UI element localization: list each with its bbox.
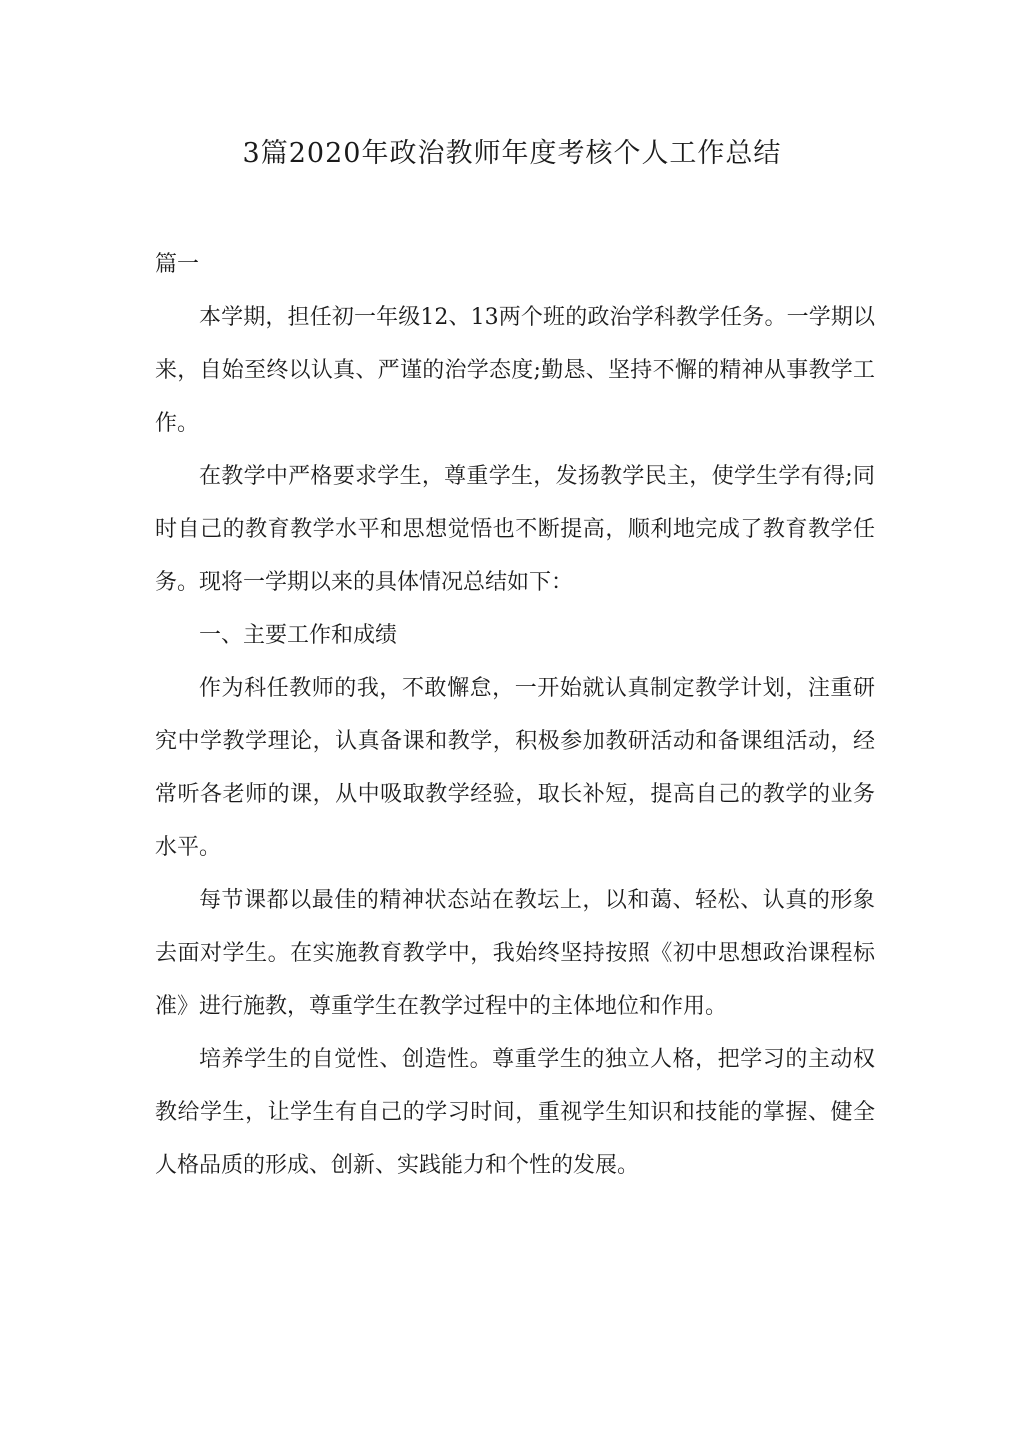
paragraph-1: 本学期，担任初一年级12、13两个班的政治学科教学任务。一学期以来，自始至终以认真、严谨的治学态度;勤恳、坚持不懈的精神从事教学工作。 xyxy=(155,305,875,436)
section-label: 篇一 xyxy=(155,252,200,277)
section-heading-main-work: 一、主要工作和成绩 xyxy=(199,623,398,648)
paragraph-4: 每节课都以最佳的精神状态站在教坛上，以和蔼、轻松、认真的形象去面对学生。在实施教育教学中，我始终坚持按照《初中思想政治课程标准》进行施教，尊重学生在教学过程中的主体地位和作用。 xyxy=(155,888,875,1019)
paragraph-2: 在教学中严格要求学生，尊重学生，发扬教学民主，使学生学有得;同时自己的教育教学水平和思想觉悟也不断提高，顺利地完成了教育教学任务。现将一学期以来的具体情况总结如下： xyxy=(155,464,875,595)
paragraph-3: 作为科任教师的我，不敢懈怠，一开始就认真制定教学计划，注重研究中学教学理论，认真备课和教学，积极参加教研活动和备课组活动，经常听各老师的课，从中吸取教学经验，取长补短，提高自己的教学的业务水平。 xyxy=(155,676,875,860)
paragraph-5: 培养学生的自觉性、创造性。尊重学生的独立人格，把学习的主动权教给学生，让学生有自己的学习时间，重视学生知识和技能的掌握、健全人格品质的形成、创新、实践能力和个性的发展。 xyxy=(155,1047,875,1178)
document-body xyxy=(155,238,875,1192)
document-title: 3篇2020年政治教师年度考核个人工作总结 xyxy=(242,138,782,169)
